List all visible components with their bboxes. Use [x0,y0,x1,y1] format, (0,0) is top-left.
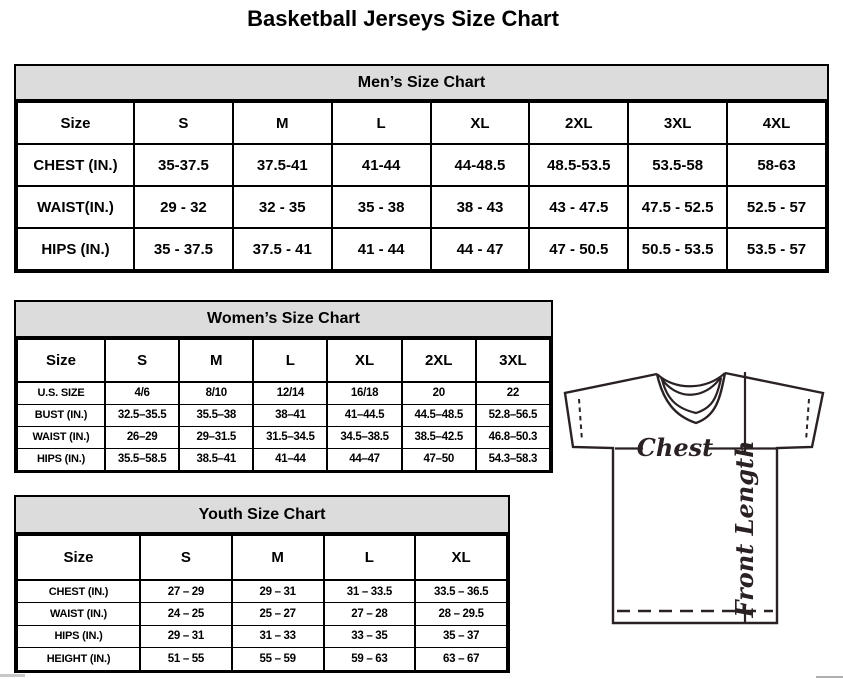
size-value-cell: 43 - 47.5 [529,186,628,228]
youth-size-chart-section [14,495,510,673]
table-row [17,426,550,448]
size-value-cell: 38.5–41 [179,448,253,470]
row-label: HIPS (IN.) [17,228,134,270]
size-value-cell: 26–29 [105,426,179,448]
mens-size-table [16,101,827,271]
size-value-cell: 29 – 31 [140,625,232,648]
size-value-cell: 35 - 38 [332,186,431,228]
column-header-m: M [232,535,324,580]
row-label: BUST (IN.) [17,404,105,426]
size-value-cell: 29 – 31 [232,580,324,603]
column-header-s: S [105,339,179,382]
size-value-cell: 52.5 - 57 [727,186,826,228]
size-value-cell: 37.5 - 41 [233,228,332,270]
jersey-measurement-diagram [555,360,843,679]
size-value-cell: 31 – 33.5 [324,580,416,603]
size-value-cell: 29–31.5 [179,426,253,448]
size-value-cell: 55 – 59 [232,648,324,671]
womens-size-table [16,338,551,471]
row-label: HEIGHT (IN.) [17,648,140,671]
row-label: WAIST (IN.) [17,426,105,448]
size-value-cell: 44-48.5 [431,144,530,186]
table-row [17,186,826,228]
table-row [17,382,550,404]
size-value-cell: 29 - 32 [134,186,233,228]
size-value-cell: 22 [476,382,550,404]
size-value-cell: 27 – 28 [324,603,416,626]
size-value-cell: 48.5-53.5 [529,144,628,186]
column-header-xl: XL [415,535,507,580]
size-value-cell: 8/10 [179,382,253,404]
size-header-cell: Size [17,339,105,382]
column-header-xl: XL [431,102,530,144]
size-value-cell: 33 – 35 [324,625,416,648]
size-value-cell: 34.5–38.5 [327,426,401,448]
column-header-s: S [140,535,232,580]
youth-size-table [16,534,508,671]
mens-table-title: Men’s Size Chart [16,66,827,101]
size-value-cell: 35-37.5 [134,144,233,186]
size-value-cell: 16/18 [327,382,401,404]
size-value-cell: 50.5 - 53.5 [628,228,727,270]
row-label: HIPS (IN.) [17,448,105,470]
size-value-cell: 38 - 43 [431,186,530,228]
size-value-cell: 24 – 25 [140,603,232,626]
womens-size-chart-section [14,300,553,473]
womens-table-title: Women’s Size Chart [16,302,551,338]
size-value-cell: 44 - 47 [431,228,530,270]
size-value-cell: 31 – 33 [232,625,324,648]
size-value-cell: 53.5-58 [628,144,727,186]
size-value-cell: 44–47 [327,448,401,470]
mens-size-chart-section [14,64,829,273]
chest-measure-label: Chest [636,433,714,462]
table-row [17,144,826,186]
column-header-2xl: 2XL [529,102,628,144]
size-value-cell: 47.5 - 52.5 [628,186,727,228]
column-header-l: L [253,339,327,382]
row-label: CHEST (IN.) [17,580,140,603]
table-row [17,448,550,470]
size-value-cell: 53.5 - 57 [727,228,826,270]
size-value-cell: 52.8–56.5 [476,404,550,426]
size-value-cell: 37.5-41 [233,144,332,186]
left-cuff-dashed-seam [579,399,582,441]
youth-table-title: Youth Size Chart [16,497,508,534]
size-value-cell: 63 – 67 [415,648,507,671]
row-label: CHEST (IN.) [17,144,134,186]
size-value-cell: 35 – 37 [415,625,507,648]
size-value-cell: 25 – 27 [232,603,324,626]
size-value-cell: 38–41 [253,404,327,426]
column-header-s: S [134,102,233,144]
size-header-cell: Size [17,102,134,144]
front-length-measure-label: Front Length [730,440,759,618]
size-value-cell: 41–44 [253,448,327,470]
table-row [17,580,507,603]
size-value-cell: 38.5–42.5 [402,426,476,448]
size-value-cell: 47–50 [402,448,476,470]
table-row [17,603,507,626]
table-row [17,648,507,671]
size-value-cell: 33.5 – 36.5 [415,580,507,603]
jersey-body-outline [565,373,823,623]
size-value-cell: 35.5–58.5 [105,448,179,470]
size-value-cell: 27 – 29 [140,580,232,603]
column-header-3xl: 3XL [628,102,727,144]
size-value-cell: 35.5–38 [179,404,253,426]
size-value-cell: 28 – 29.5 [415,603,507,626]
size-value-cell: 51 – 55 [140,648,232,671]
header-row [17,339,550,382]
column-header-2xl: 2XL [402,339,476,382]
size-value-cell: 31.5–34.5 [253,426,327,448]
column-header-3xl: 3XL [476,339,550,382]
size-value-cell: 59 – 63 [324,648,416,671]
size-value-cell: 58-63 [727,144,826,186]
header-row [17,102,826,144]
table-row [17,404,550,426]
size-value-cell: 35 - 37.5 [134,228,233,270]
row-label: WAIST (IN.) [17,603,140,626]
column-header-l: L [332,102,431,144]
size-value-cell: 20 [402,382,476,404]
size-header-cell: Size [17,535,140,580]
size-value-cell: 46.8–50.3 [476,426,550,448]
size-value-cell: 32 - 35 [233,186,332,228]
size-value-cell: 4/6 [105,382,179,404]
row-label: HIPS (IN.) [17,625,140,648]
size-value-cell: 54.3–58.3 [476,448,550,470]
size-value-cell: 41–44.5 [327,404,401,426]
right-cuff-dashed-seam [806,399,809,441]
size-value-cell: 41 - 44 [332,228,431,270]
column-header-m: M [179,339,253,382]
size-value-cell: 12/14 [253,382,327,404]
column-header-4xl: 4XL [727,102,826,144]
column-header-l: L [324,535,416,580]
header-row [17,535,507,580]
table-row [17,625,507,648]
table-row [17,228,826,270]
horizontal-scrollbar-fragment-left[interactable] [0,674,25,677]
size-value-cell: 44.5–48.5 [402,404,476,426]
column-header-m: M [233,102,332,144]
page-title: Basketball Jerseys Size Chart [247,6,559,31]
column-header-xl: XL [327,339,401,382]
size-value-cell: 47 - 50.5 [529,228,628,270]
size-value-cell: 41-44 [332,144,431,186]
size-value-cell: 32.5–35.5 [105,404,179,426]
row-label: WAIST(IN.) [17,186,134,228]
row-label: U.S. SIZE [17,382,105,404]
horizontal-scrollbar-fragment-right[interactable] [816,676,843,678]
